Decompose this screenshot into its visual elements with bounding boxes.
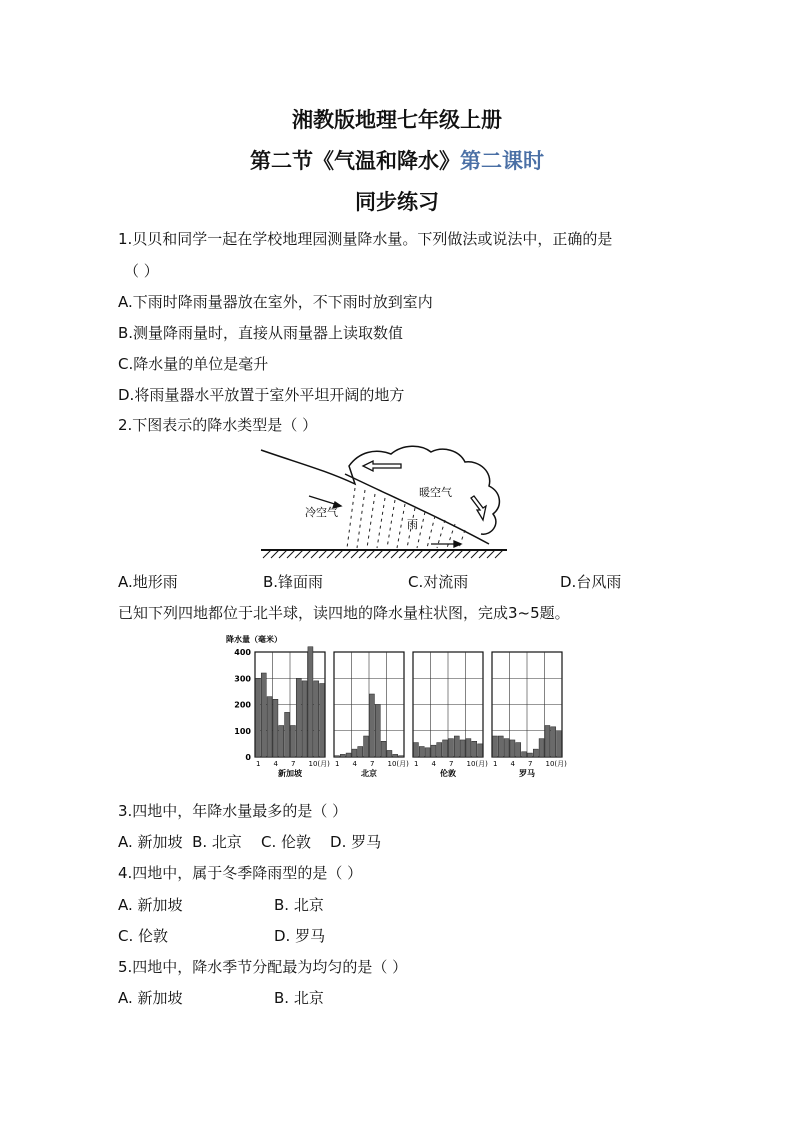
q1-option-a: A.下雨时降雨量器放在室外，不下雨时放到室内 [118,293,433,311]
chart-ylabel: 降水量（毫米） [226,635,282,644]
bar-罗马-m1 [492,736,497,757]
panel-name: 新加坡 [278,769,302,778]
q3-options: A. 新加坡 B. 北京 C. 伦敦 D. 罗马 [118,833,382,851]
x-tick-label: 10(月) [387,760,409,768]
bar-罗马-m10 [545,726,550,758]
bar-罗马-m11 [551,727,556,757]
bar-新加坡-m2 [261,673,266,757]
bar-新加坡-m5 [279,726,284,758]
x-tick-label: 4 [510,760,515,768]
bar-伦敦-m1 [413,743,418,757]
bar-北京-m5 [358,747,363,758]
q5-option-b: B. 北京 [274,989,324,1007]
frontal-rain-diagram [255,444,515,564]
x-tick-label: 7 [528,760,533,768]
bar-罗马-m6 [522,752,527,757]
bar-伦敦-m5 [437,743,442,757]
bar-新加坡-m11 [314,681,319,757]
bar-伦敦-m4 [431,745,436,757]
ground-hatch [263,550,503,558]
x-tick-label: 4 [352,760,357,768]
bar-新加坡-m6 [285,712,290,757]
q1-stem: 1.贝贝和同学一起在学校地理园测量降水量。下列做法或说法中，正确的是 [118,230,613,248]
bar-新加坡-m8 [296,678,301,757]
panel-name: 罗马 [519,769,535,778]
bar-新加坡-m7 [290,726,295,758]
y-tick-label: 400 [234,648,251,657]
x-tick-label: 1 [335,760,340,768]
bar-伦敦-m11 [472,741,477,757]
q1-answer-paren: （ ） [124,262,159,280]
q2-option-a: A.地形雨 [118,573,178,591]
q4-stem: 4.四地中，属于冬季降雨型的是（ ） [118,864,363,882]
q5-option-a: A. 新加坡 [118,989,183,1007]
bar-伦敦-m3 [425,748,430,757]
bar-北京-m7 [369,694,374,757]
bar-北京-m9 [381,741,386,757]
x-tick-label: 1 [493,760,498,768]
x-tick-label: 1 [256,760,261,768]
q2-option-b: B.锋面雨 [263,573,324,591]
bar-北京-m1 [334,756,339,757]
cold-air-label: 冷空气 [305,506,338,519]
x-tick-label: 7 [449,760,454,768]
q1-option-c: C.降水量的单位是毫升 [118,355,269,373]
bar-罗马-m12 [557,731,562,757]
q1-option-b: B.测量降雨量时，直接从雨量器上读取数值 [118,324,404,342]
q2-option-c: C.对流雨 [408,573,469,591]
x-tick-label: 10(月) [308,760,330,768]
q4-option-a: A. 新加坡 [118,896,183,914]
x-tick-label: 4 [431,760,436,768]
q2-stem: 2.下图表示的降水类型是（ ） [118,416,318,434]
y-tick-label: 300 [234,674,251,684]
q5-stem: 5.四地中，降水季节分配最为均匀的是（ ） [118,958,408,976]
bar-罗马-m9 [539,739,544,757]
x-tick-label: 1 [414,760,419,768]
exercise-title: 同步练习 [355,189,439,214]
q4-option-d: D. 罗马 [274,927,326,945]
x-tick-label: 7 [291,760,296,768]
bar-罗马-m8 [533,749,538,757]
q1-option-d: D.将雨量器水平放置于室外平坦开阔的地方 [118,386,405,404]
bar-伦敦-m12 [478,744,483,757]
bar-北京-m4 [352,749,357,757]
bar-新加坡-m10 [308,647,313,757]
q4-option-c: C. 伦敦 [118,927,169,945]
front-surface [345,474,489,544]
x-tick-label: 10(月) [545,760,567,768]
bar-新加坡-m1 [255,678,260,757]
bar-伦敦-m6 [443,740,448,757]
bar-伦敦-m10 [466,739,471,757]
bar-伦敦-m7 [448,739,453,757]
precipitation-charts [220,630,580,782]
bar-罗马-m7 [527,753,532,757]
bar-北京-m11 [393,754,398,757]
bar-伦敦-m9 [460,740,465,757]
bar-新加坡-m12 [320,684,325,758]
q2-option-d: D.台风雨 [560,573,622,591]
bar-罗马-m5 [516,743,521,757]
document-title: 湘教版地理七年级上册 [292,107,502,132]
bar-新加坡-m3 [267,697,272,757]
x-tick-label: 4 [273,760,278,768]
lesson-title-period: 第二课时 [460,148,544,173]
bar-北京-m12 [399,756,404,757]
bar-新加坡-m4 [273,699,278,757]
panel-name: 北京 [361,769,377,778]
warm-air-label: 暖空气 [419,486,452,499]
chart-intro: 已知下列四地都位于北半球，读四地的降水量柱状图，完成3~5题。 [118,604,570,622]
lesson-title [0,145,794,175]
rain-label: 雨 [407,518,418,531]
panel-name: 伦敦 [440,769,456,778]
q4-option-b: B. 北京 [274,896,324,914]
warm-air-rising-arrow [471,496,486,520]
x-tick-label: 7 [370,760,375,768]
bar-罗马-m4 [510,740,515,757]
bar-北京-m8 [375,705,380,758]
y-tick-label: 100 [234,726,251,736]
bar-新加坡-m9 [302,681,307,757]
q3-stem: 3.四地中，年降水量最多的是（ ） [118,802,348,820]
bar-北京-m6 [364,736,369,757]
y-tick-label: 0 [245,753,251,762]
x-tick-label: 10(月) [466,760,488,768]
bar-罗马-m2 [498,736,503,757]
bar-罗马-m3 [504,739,509,757]
bar-北京-m2 [340,754,345,757]
bar-伦敦-m2 [419,747,424,758]
bar-北京-m3 [346,753,351,757]
warm-air-upper-arrow [363,461,401,471]
lesson-title-main: 第二节《气温和降水》 [250,148,460,173]
bar-北京-m10 [387,750,392,757]
bar-伦敦-m8 [454,736,459,757]
y-tick-label: 200 [234,700,251,710]
